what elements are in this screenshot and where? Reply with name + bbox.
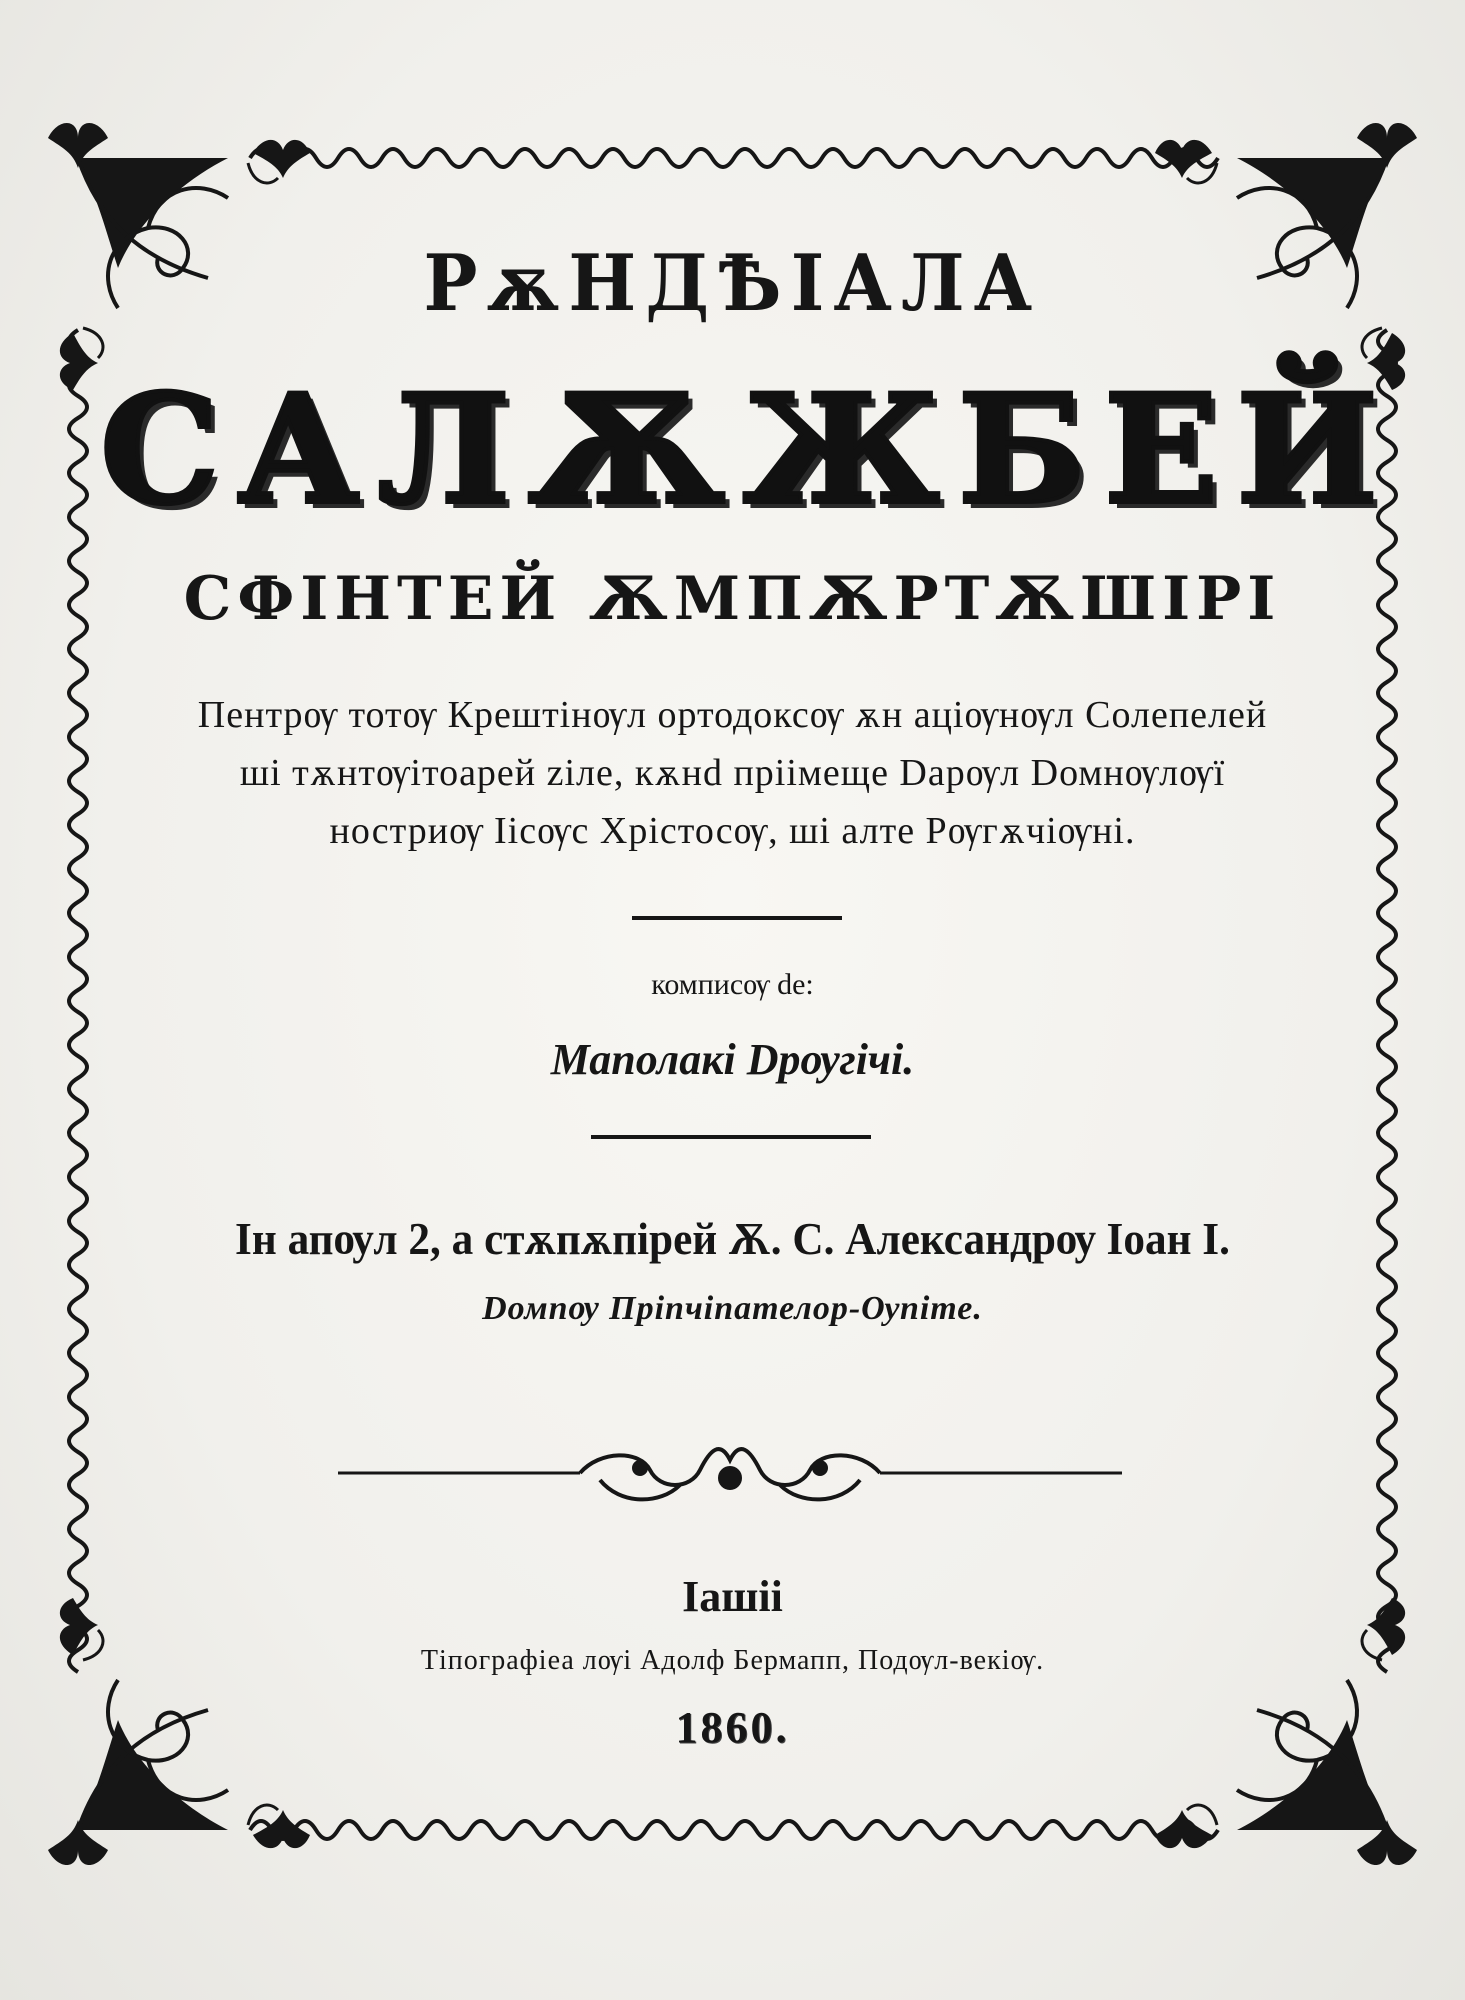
title-line-2: САЛѪЖБЕЙ: [100, 362, 1397, 538]
description-line-2: ші тѫнтѹітоарей zіле, кѫнd пріімеще Dарѹл Dомнѹлѹї: [239, 752, 1226, 794]
regnal-year-line: Ін апѹл 2, а стѫпѫпірей Ѫ. С. Александрѹ Іоан І.: [235, 1213, 1230, 1264]
divider-rule: [591, 1135, 871, 1139]
description-line-1: Пентрѹ тотѹ Крештінѹл ортодоксѹ ѫн аціѹнѹл Солепелей: [197, 694, 1268, 736]
wavy-border-segment: [250, 149, 1218, 167]
byline-label: комписѹ de:: [651, 968, 814, 1001]
wavy-border-segment: [69, 330, 87, 1672]
imprint-city: Іашіі: [682, 1572, 783, 1621]
imprint-date: 1860.: [675, 1703, 790, 1752]
title-line-1: РѫНДѢІАЛА: [423, 238, 1042, 329]
wavy-border-segment: [250, 1821, 1218, 1839]
divider-rule: [632, 916, 842, 920]
imprint-printer: Тіпографіеа лѹі Адолф Бермапп, Подѹл-векіѹ.: [420, 1645, 1045, 1676]
center-flourish: [338, 1449, 1122, 1499]
author-name: Маполакі Dрѹгічі.: [550, 1035, 915, 1084]
title-line-3: СФІНТЕЙ ѪМПѪРТѪШІРІ: [183, 564, 1282, 634]
ruler-title-line: Dомпѹ Пріпчіпателор-Ѹпіте.: [482, 1290, 983, 1327]
description-line-3: ностриѹ Іісѹс Хрістосѹ, ші алте Рѹгѫчіѹні.: [329, 810, 1136, 852]
